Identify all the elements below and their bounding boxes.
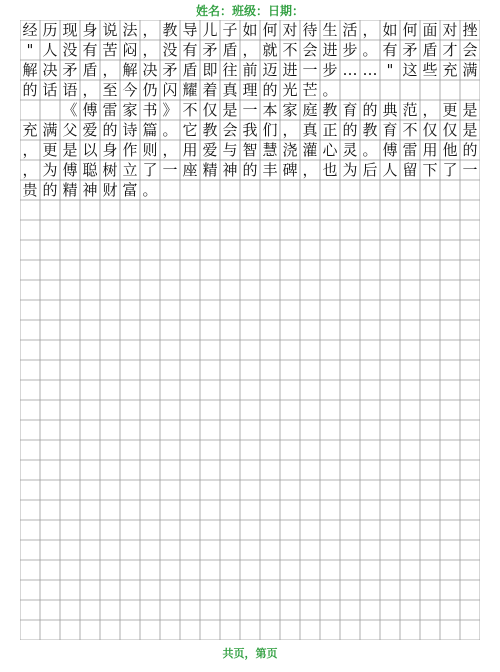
- text-row: [20, 120, 480, 140]
- grid-char: 解: [22, 61, 38, 79]
- grid-char: 有: [182, 41, 198, 59]
- grid-char: 满: [462, 61, 478, 79]
- grid-char: 更: [442, 101, 458, 119]
- grid-char: 的: [362, 101, 378, 119]
- grid-char: 身: [82, 21, 98, 39]
- grid-char: 一: [302, 61, 318, 79]
- grid-char: …: [362, 61, 378, 79]
- grid-char: 的: [42, 181, 58, 199]
- grid-char: 些: [422, 61, 438, 79]
- text-row: [20, 40, 480, 60]
- grid-char: 后: [362, 161, 378, 179]
- grid-char: 盾: [82, 61, 98, 79]
- grid-char: 。: [362, 141, 378, 159]
- grid-char: 儿: [202, 21, 218, 39]
- grid-char: ，: [102, 61, 118, 79]
- grid-char: 待: [302, 21, 318, 39]
- grid-char: ，: [282, 121, 298, 139]
- grid-char: 就: [262, 41, 278, 59]
- grid-char: 留: [402, 161, 418, 179]
- grid-char: 一: [242, 101, 258, 119]
- grid-char: 了: [142, 161, 158, 179]
- grid-char: 丰: [262, 161, 278, 179]
- grid-char: 不: [402, 121, 418, 139]
- grid-char: 往: [222, 61, 238, 79]
- page-footer: 共页，第页: [222, 647, 278, 660]
- grid-char: 决: [42, 61, 58, 79]
- grid-char: 语: [62, 81, 78, 99]
- grid-char: 富: [122, 181, 138, 199]
- grid-char: 为: [342, 161, 358, 179]
- grid-char: 身: [102, 141, 118, 159]
- grid-char: 教: [202, 121, 218, 139]
- grid-char: 父: [62, 121, 78, 139]
- text-row: [20, 100, 480, 120]
- grid-char: 傅: [62, 161, 78, 179]
- grid-char: 有: [382, 41, 398, 59]
- grid-char: 芒: [302, 81, 318, 99]
- grid-char: ，: [302, 161, 318, 179]
- grid-char: 有: [82, 41, 98, 59]
- grid-char: 会: [302, 41, 318, 59]
- grid-char: 生: [322, 21, 338, 39]
- grid-char: 一: [162, 161, 178, 179]
- grid-char: 矛: [162, 61, 178, 79]
- grid-char: 贵: [22, 181, 38, 199]
- grid-char: 的: [262, 81, 278, 99]
- grid-char: 进: [322, 41, 338, 59]
- grid-char: 现: [62, 21, 78, 39]
- text-row: [20, 60, 480, 80]
- writing-grid: [20, 20, 480, 640]
- grid-char: 仅: [422, 121, 438, 139]
- grid-char: 没: [62, 41, 78, 59]
- grid-char: 精: [202, 161, 218, 179]
- text-row: [20, 20, 480, 40]
- grid-char: ，: [82, 81, 98, 99]
- grid-char: 智: [242, 141, 258, 159]
- grid-char: 仅: [442, 121, 458, 139]
- grid-char: 范: [402, 101, 418, 119]
- grid-char: ": [386, 61, 394, 79]
- grid-char: 的: [342, 121, 358, 139]
- grid-char: 解: [122, 61, 138, 79]
- grid-char: 育: [382, 121, 398, 139]
- grid-char: 闷: [122, 41, 138, 59]
- grid-char: 仅: [202, 101, 218, 119]
- grid-char: 盾: [422, 41, 438, 59]
- grid-char: 耀: [182, 81, 198, 99]
- grid-char: 今: [122, 81, 138, 99]
- grid-char: 的: [102, 121, 118, 139]
- grid-char: ，: [162, 141, 178, 159]
- grid-char: 碑: [282, 161, 298, 179]
- grid-char: 的: [462, 141, 478, 159]
- grid-char: 。: [322, 81, 338, 99]
- grid-char: 爱: [202, 141, 218, 159]
- grid-char: 矛: [62, 61, 78, 79]
- grid-char: [20, 100, 40, 120]
- grid-char: 树: [102, 161, 118, 179]
- grid-char: …: [342, 61, 358, 79]
- grid-char: 本: [262, 101, 278, 119]
- grid-char: 步: [322, 61, 338, 79]
- grid-char: 灵: [342, 141, 358, 159]
- grid-char: 正: [322, 121, 338, 139]
- grid-char: 人: [382, 161, 398, 179]
- grid-char: 盾: [222, 41, 238, 59]
- grid-char: 与: [222, 141, 238, 159]
- grid-char: 座: [182, 161, 198, 179]
- grid-char: 了: [442, 161, 458, 179]
- grid-char: 它: [182, 121, 198, 139]
- grid-char: 不: [182, 101, 198, 119]
- grid-char: 理: [242, 81, 258, 99]
- grid-char: 活: [342, 21, 358, 39]
- grid-char: 雷: [402, 141, 418, 159]
- grid-char: 是: [462, 121, 478, 139]
- grid-char: 何: [262, 21, 278, 39]
- grid-char: 矛: [202, 41, 218, 59]
- grid-char: 教: [322, 101, 338, 119]
- text-row: [20, 160, 480, 180]
- grid-char: 满: [42, 121, 58, 139]
- grid-char: 浇: [282, 141, 298, 159]
- grid-char: 步: [342, 41, 358, 59]
- grid-char: 家: [282, 101, 298, 119]
- grid-char: 教: [362, 121, 378, 139]
- grid-char: 也: [322, 161, 338, 179]
- grid-char: 以: [82, 141, 98, 159]
- grid-char: 历: [42, 21, 58, 39]
- grid-char: 慧: [262, 141, 278, 159]
- grid-char: 经: [22, 21, 38, 39]
- grid-char: 这: [402, 61, 418, 79]
- grid-char: 会: [222, 121, 238, 139]
- grid-char: 雷: [102, 101, 118, 119]
- grid-char: 是: [62, 141, 78, 159]
- essay-text: [20, 20, 480, 640]
- grid-char: 是: [462, 101, 478, 119]
- grid-char: 》: [162, 101, 178, 119]
- grid-char: 则: [142, 141, 158, 159]
- grid-char: 不: [282, 41, 298, 59]
- grid-char: 着: [202, 81, 218, 99]
- grid-char: 苦: [102, 41, 118, 59]
- grid-char: 家: [122, 101, 138, 119]
- grid-char: 《: [62, 101, 78, 119]
- grid-char: 神: [82, 181, 98, 199]
- grid-char: 迈: [262, 61, 278, 79]
- grid-char: 话: [42, 81, 58, 99]
- grid-char: ": [26, 41, 34, 59]
- grid-char: 才: [442, 41, 458, 59]
- grid-char: 闪: [162, 81, 178, 99]
- grid-char: 真: [302, 121, 318, 139]
- grid-char: 盾: [182, 61, 198, 79]
- grid-char: 财: [102, 181, 118, 199]
- grid-char: 心: [322, 141, 338, 159]
- grid-char: 傅: [382, 141, 398, 159]
- grid-char: 典: [382, 101, 398, 119]
- grid-char: 。: [162, 121, 178, 139]
- grid-char: 用: [422, 141, 438, 159]
- grid-char: 说: [102, 21, 118, 39]
- grid-char: 教: [162, 21, 178, 39]
- grid-char: 没: [162, 41, 178, 59]
- grid-char: 光: [282, 81, 298, 99]
- grid-char: 神: [222, 161, 238, 179]
- page-header: 姓名：班级：日期：: [195, 4, 304, 18]
- grid-char: ，: [142, 21, 158, 39]
- grid-char: 矛: [402, 41, 418, 59]
- grid-char: 的: [22, 81, 38, 99]
- grid-char: 导: [182, 21, 198, 39]
- grid-char: 篇: [142, 121, 158, 139]
- grid-char: [40, 100, 60, 120]
- grid-char: 更: [42, 141, 58, 159]
- grid-char: 。: [142, 181, 158, 199]
- grid-char: 人: [42, 41, 58, 59]
- grid-char: 对: [442, 21, 458, 39]
- grid-char: 傅: [82, 101, 98, 119]
- grid-char: 爱: [82, 121, 98, 139]
- grid-char: 对: [282, 21, 298, 39]
- grid-char: 进: [282, 61, 298, 79]
- grid-char: 何: [402, 21, 418, 39]
- grid-char: 充: [22, 121, 38, 139]
- grid-char: 。: [362, 41, 378, 59]
- grid-char: 是: [222, 101, 238, 119]
- grid-char: 聪: [82, 161, 98, 179]
- grid-char: 如: [242, 21, 258, 39]
- grid-char: 决: [142, 61, 158, 79]
- grid-char: 至: [102, 81, 118, 99]
- grid-char: 会: [462, 41, 478, 59]
- grid-char: ，: [22, 141, 38, 159]
- grid-char: 下: [422, 161, 438, 179]
- grid-char: 用: [182, 141, 198, 159]
- grid-char: 法: [122, 21, 138, 39]
- grid-char: 精: [62, 181, 78, 199]
- grid-char: 即: [202, 61, 218, 79]
- grid-char: 灌: [302, 141, 318, 159]
- grid-char: 他: [442, 141, 458, 159]
- grid-char: 真: [222, 81, 238, 99]
- grid-char: 庭: [302, 101, 318, 119]
- grid-char: 为: [42, 161, 58, 179]
- grid-char: 们: [262, 121, 278, 139]
- grid-char: 立: [122, 161, 138, 179]
- grid-char: ，: [22, 161, 38, 179]
- text-row: [20, 80, 480, 100]
- grid-char: 的: [242, 161, 258, 179]
- grid-char: 充: [442, 61, 458, 79]
- grid-char: 子: [222, 21, 238, 39]
- grid-char: 仍: [142, 81, 158, 99]
- grid-char: 面: [422, 21, 438, 39]
- text-row: [20, 140, 480, 160]
- grid-char: 诗: [122, 121, 138, 139]
- grid-char: 育: [342, 101, 358, 119]
- grid-char: ，: [242, 41, 258, 59]
- grid-char: 前: [242, 61, 258, 79]
- grid-char: 挫: [462, 21, 478, 39]
- grid-char: 一: [462, 161, 478, 179]
- grid-char: 如: [382, 21, 398, 39]
- grid-char: ，: [422, 101, 438, 119]
- grid-char: ，: [142, 41, 158, 59]
- text-row: [20, 180, 480, 200]
- grid-char: ，: [362, 21, 378, 39]
- grid-char: 书: [142, 101, 158, 119]
- grid-char: 作: [122, 141, 138, 159]
- grid-char: 我: [242, 121, 258, 139]
